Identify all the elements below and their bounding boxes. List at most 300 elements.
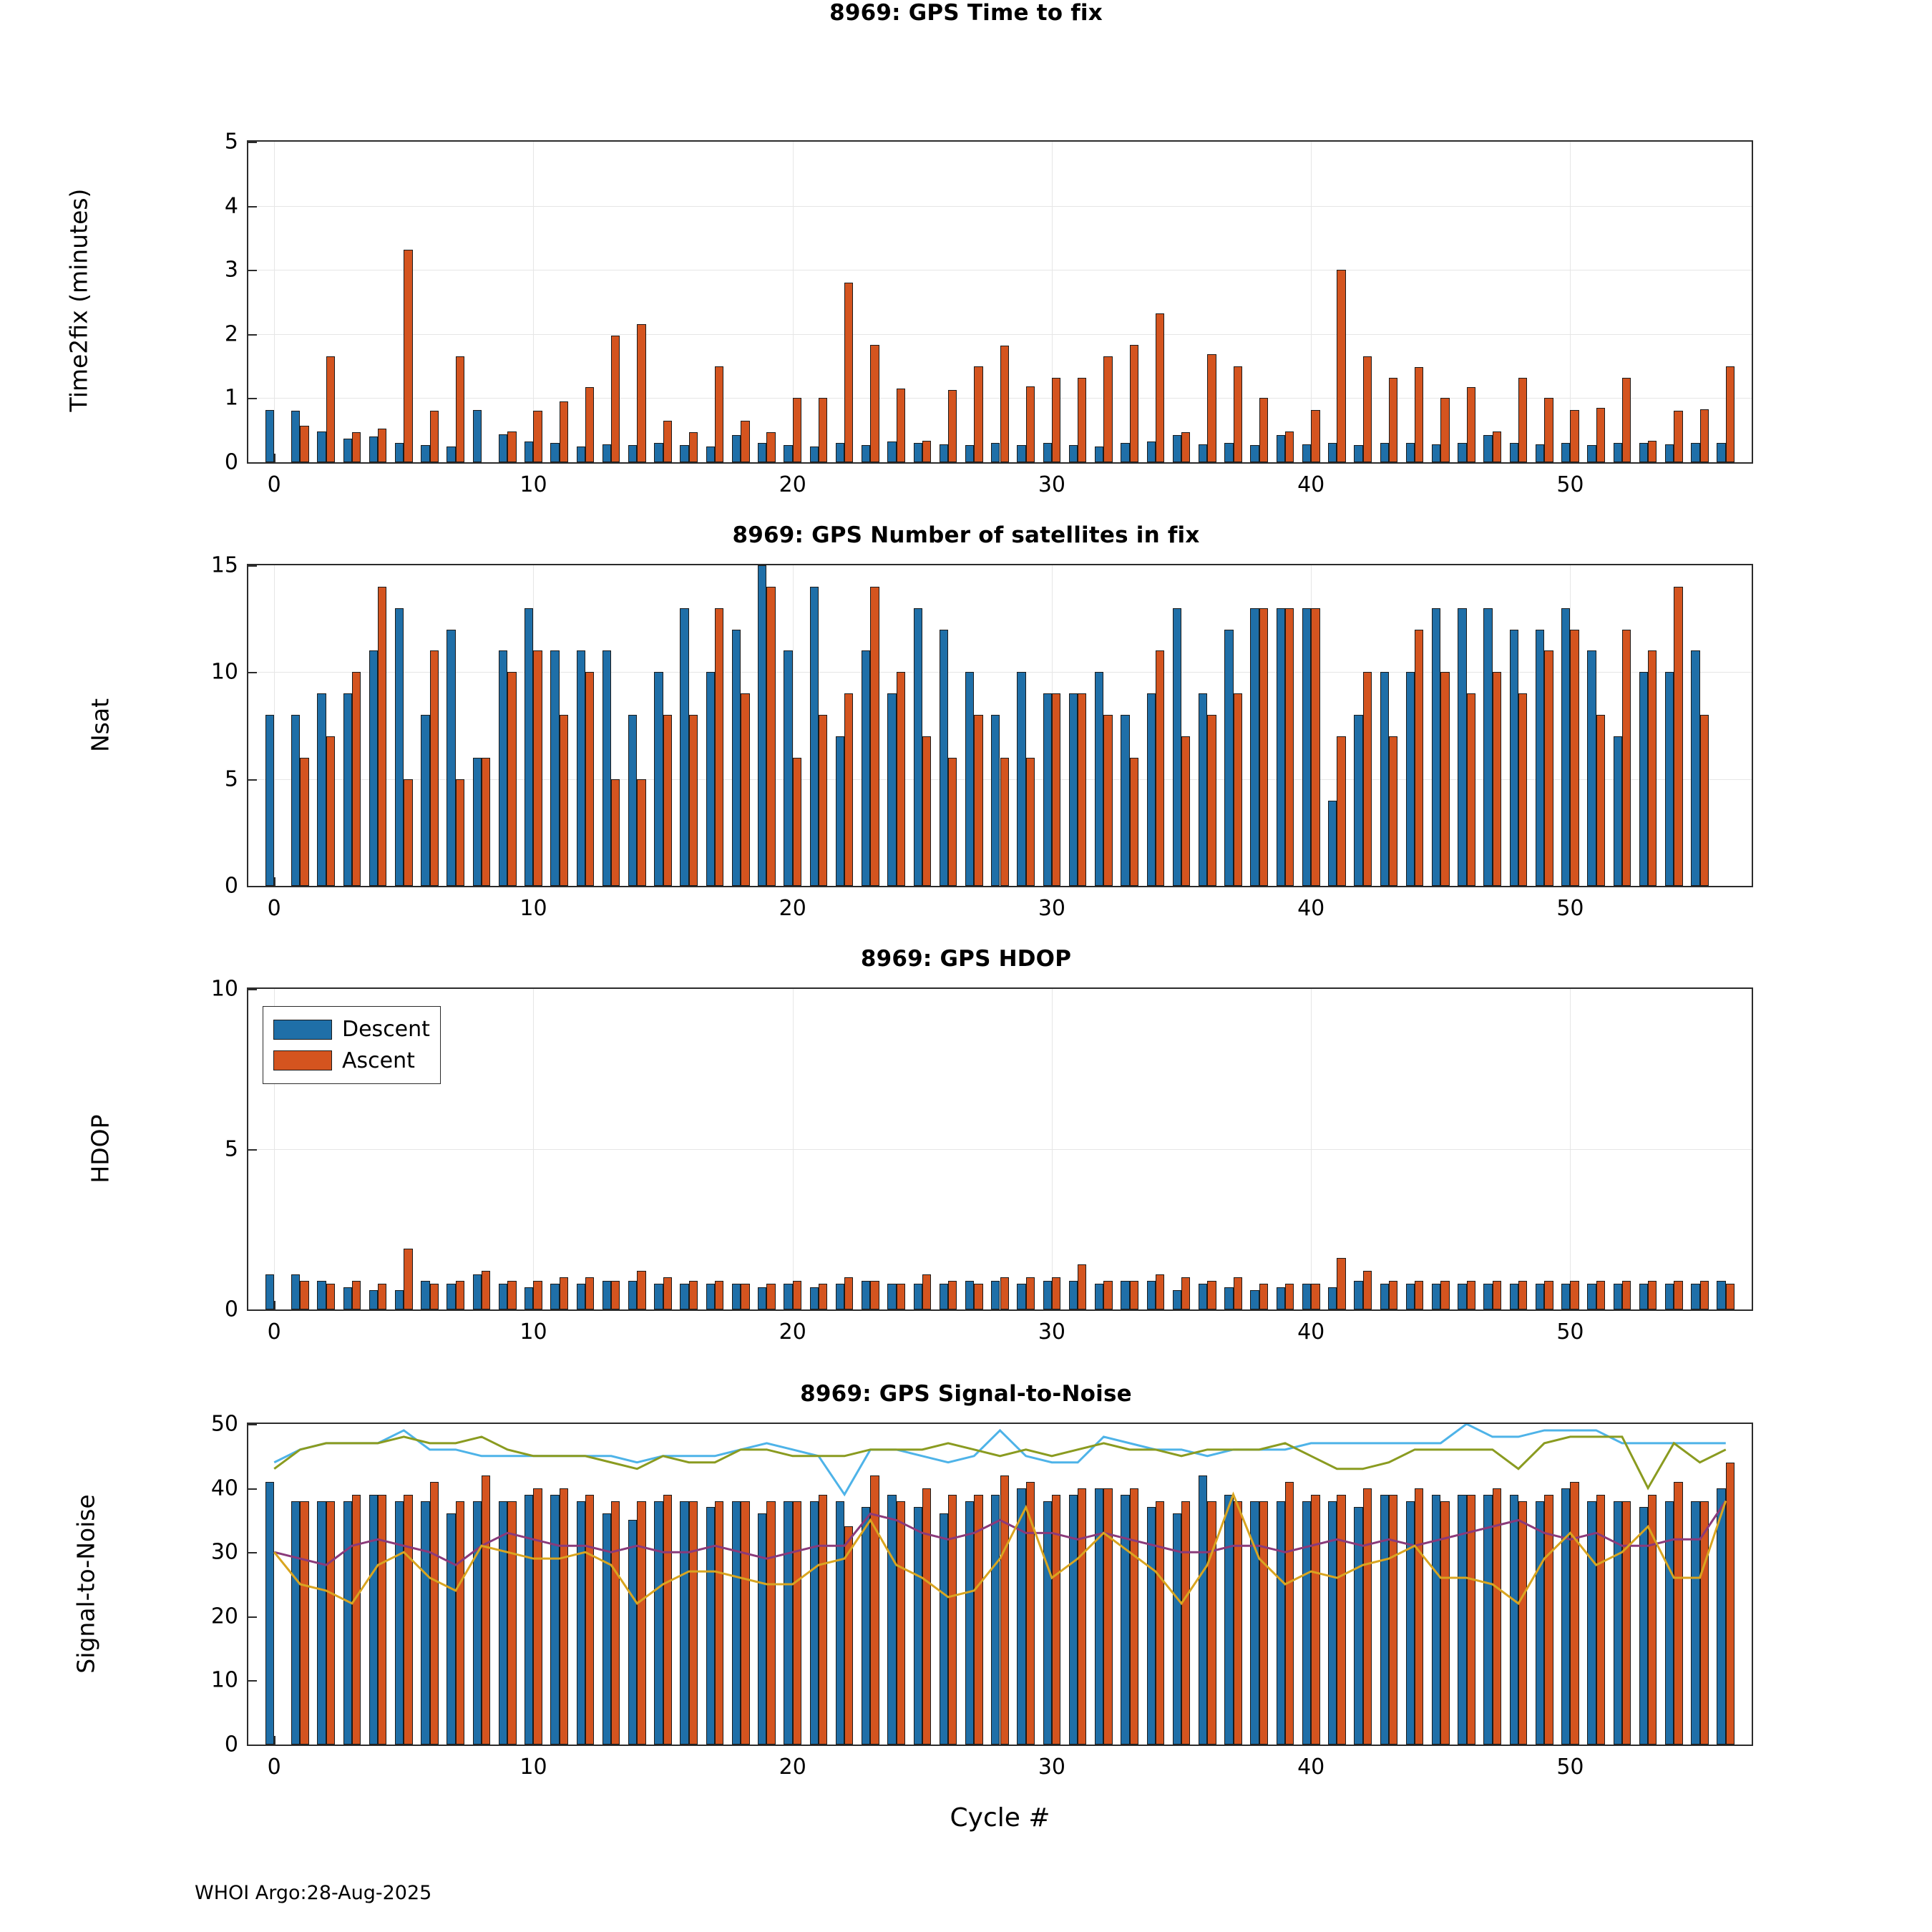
bar-ascent xyxy=(715,1281,723,1309)
bar-descent xyxy=(732,435,741,462)
bar-descent xyxy=(1069,445,1078,462)
bar-ascent xyxy=(533,650,542,886)
x-tick-label: 40 xyxy=(1297,896,1325,921)
bar-descent xyxy=(265,1274,274,1309)
bar-ascent xyxy=(1078,1264,1086,1309)
bar-descent xyxy=(1432,1284,1440,1309)
bar-ascent xyxy=(1389,1281,1397,1309)
ylabel-hdop: HDOP xyxy=(86,1114,114,1184)
bar-ascent xyxy=(1285,1284,1294,1309)
bar-ascent xyxy=(1052,1277,1060,1309)
bar-ascent xyxy=(870,587,879,886)
bar-descent xyxy=(862,650,870,886)
bar-descent xyxy=(1639,672,1648,886)
bar-descent xyxy=(1587,445,1596,462)
bar-ascent xyxy=(1207,354,1216,462)
gridline-horizontal xyxy=(248,1149,1752,1150)
bar-descent xyxy=(1561,443,1570,462)
bar-descent xyxy=(1483,435,1492,462)
bar-ascent xyxy=(1648,1281,1657,1309)
bar-descent xyxy=(914,443,922,462)
bar-ascent xyxy=(819,1284,827,1309)
bar-ascent xyxy=(585,672,594,886)
bar-descent xyxy=(940,1284,948,1309)
bar-descent xyxy=(1224,1287,1233,1309)
bar-ascent xyxy=(844,283,853,462)
bar-ascent xyxy=(585,1277,594,1309)
bar-descent xyxy=(1510,1284,1518,1309)
bar-descent xyxy=(1406,672,1415,886)
bar-descent xyxy=(291,411,300,462)
bar-ascent xyxy=(1337,270,1345,462)
y-tick-label: 3 xyxy=(224,257,238,283)
bar-descent xyxy=(940,630,948,886)
bar-ascent xyxy=(766,1284,775,1309)
bar-ascent xyxy=(1570,1281,1579,1309)
gridline-vertical xyxy=(274,142,275,462)
gridline-vertical xyxy=(1570,989,1571,1309)
axes-time-to-fix xyxy=(224,129,1753,497)
bar-descent xyxy=(447,630,455,886)
bar-ascent xyxy=(585,387,594,462)
bar-descent xyxy=(421,1281,429,1309)
bar-descent xyxy=(447,447,455,462)
bar-ascent xyxy=(1518,693,1527,886)
bar-descent xyxy=(1406,1284,1415,1309)
bar-ascent xyxy=(948,758,957,886)
bar-ascent xyxy=(1648,650,1657,886)
bar-ascent xyxy=(1234,1277,1242,1309)
bar-ascent xyxy=(1363,672,1372,886)
bar-descent xyxy=(1639,443,1648,462)
bar-descent xyxy=(550,650,559,886)
bar-ascent xyxy=(637,1271,645,1309)
bar-descent xyxy=(421,715,429,886)
bar-ascent xyxy=(663,421,672,462)
bar-descent xyxy=(499,434,507,462)
bar-descent xyxy=(1199,1284,1207,1309)
x-tick-label: 40 xyxy=(1297,1319,1325,1345)
bar-ascent xyxy=(1596,715,1605,886)
bar-descent xyxy=(965,445,974,462)
gridline-vertical xyxy=(1052,989,1053,1309)
y-tickmark xyxy=(248,565,257,567)
bar-ascent xyxy=(689,432,698,462)
bar-descent xyxy=(732,1284,741,1309)
bar-descent xyxy=(1147,693,1156,886)
bar-descent xyxy=(914,608,922,886)
bar-ascent xyxy=(1259,608,1268,886)
bar-descent xyxy=(1483,608,1492,886)
bar-descent xyxy=(1147,1281,1156,1309)
bar-descent xyxy=(1069,693,1078,886)
bar-ascent xyxy=(819,715,827,886)
bar-descent xyxy=(862,1281,870,1309)
bar-descent xyxy=(473,410,482,462)
bar-ascent xyxy=(1700,1281,1709,1309)
bar-ascent xyxy=(352,672,361,886)
bar-ascent xyxy=(533,1281,542,1309)
bar-descent xyxy=(1691,650,1699,886)
bar-ascent xyxy=(689,715,698,886)
bar-descent xyxy=(654,443,663,462)
bar-ascent xyxy=(456,356,464,462)
bar-ascent xyxy=(1207,715,1216,886)
y-tickmark xyxy=(248,1149,257,1151)
bar-descent xyxy=(1561,608,1570,886)
bar-ascent xyxy=(300,1281,308,1309)
bar-descent xyxy=(317,431,326,462)
bar-descent xyxy=(577,1284,585,1309)
x-tick-label: 30 xyxy=(1038,472,1066,497)
bar-ascent xyxy=(456,1281,464,1309)
bar-descent xyxy=(499,650,507,886)
bar-descent xyxy=(369,650,378,886)
bar-ascent xyxy=(844,1277,853,1309)
bar-ascent xyxy=(430,650,439,886)
bar-descent xyxy=(1536,444,1544,462)
bar-descent xyxy=(1354,715,1362,886)
y-tickmark xyxy=(248,398,257,399)
legend-label-descent: Descent xyxy=(342,1017,430,1042)
bar-ascent xyxy=(870,345,879,462)
bar-descent xyxy=(1432,444,1440,462)
bar-descent xyxy=(1069,1281,1078,1309)
bar-ascent xyxy=(430,1284,439,1309)
bar-ascent xyxy=(741,693,749,886)
gridline-vertical xyxy=(1311,989,1312,1309)
bar-descent xyxy=(1354,1281,1362,1309)
bar-descent xyxy=(1432,608,1440,886)
bar-descent xyxy=(291,1274,300,1309)
gridline-vertical xyxy=(793,989,794,1309)
bar-descent xyxy=(810,447,819,462)
bar-ascent xyxy=(922,736,931,886)
bar-descent xyxy=(395,1290,404,1309)
y-tickmark xyxy=(248,886,257,887)
bar-descent xyxy=(499,1284,507,1309)
bar-descent xyxy=(265,410,274,462)
bar-ascent xyxy=(482,758,490,886)
bar-descent xyxy=(991,443,1000,462)
bar-ascent xyxy=(1726,366,1735,462)
bar-descent xyxy=(1017,1284,1025,1309)
bar-ascent xyxy=(1596,408,1605,462)
snr-line-olive xyxy=(274,1437,1726,1488)
bar-descent xyxy=(680,1284,688,1309)
y-tick-label: 0 xyxy=(224,873,238,899)
bar-ascent xyxy=(1103,715,1112,886)
y-tick-label: 30 xyxy=(210,1539,238,1565)
bar-ascent xyxy=(663,715,672,886)
bar-ascent xyxy=(897,1284,905,1309)
bar-descent xyxy=(1665,672,1674,886)
bar-descent xyxy=(991,715,1000,886)
bar-descent xyxy=(1328,443,1337,462)
bar-descent xyxy=(1250,1290,1259,1309)
gridline-horizontal xyxy=(248,672,1752,673)
bar-ascent xyxy=(1622,1281,1631,1309)
bar-descent xyxy=(602,444,611,462)
bar-ascent xyxy=(1648,441,1657,462)
y-tick-label: 10 xyxy=(210,659,238,685)
bar-ascent xyxy=(1181,432,1190,462)
bar-descent xyxy=(1328,801,1337,886)
bar-ascent xyxy=(766,432,775,462)
bar-ascent xyxy=(922,1274,931,1309)
bar-descent xyxy=(706,1284,715,1309)
bar-descent xyxy=(680,608,688,886)
bar-descent xyxy=(343,1287,352,1309)
bar-ascent xyxy=(611,336,620,462)
bar-descent xyxy=(602,650,611,886)
bar-ascent xyxy=(1440,398,1449,462)
x-tick-label: 10 xyxy=(519,1755,547,1780)
bar-ascent xyxy=(1052,378,1060,462)
bar-ascent xyxy=(560,1277,568,1309)
bar-descent xyxy=(1302,444,1311,462)
bar-descent xyxy=(1224,630,1233,886)
bar-descent xyxy=(758,443,766,462)
bar-ascent xyxy=(404,1249,412,1309)
x-tick-label: 40 xyxy=(1297,472,1325,497)
bar-ascent xyxy=(1415,630,1423,886)
xlabel-cycle: Cycle # xyxy=(950,1803,1050,1833)
bar-ascent xyxy=(1544,650,1553,886)
legend-swatch-descent xyxy=(273,1020,332,1040)
bar-ascent xyxy=(1337,1258,1345,1309)
bar-ascent xyxy=(1259,1284,1268,1309)
bar-ascent xyxy=(741,421,749,462)
bar-descent xyxy=(628,445,637,462)
bar-ascent xyxy=(1389,378,1397,462)
bar-descent xyxy=(1691,443,1699,462)
bar-ascent xyxy=(560,401,568,462)
bar-ascent xyxy=(533,411,542,462)
bar-ascent xyxy=(507,672,516,886)
bar-ascent xyxy=(663,1277,672,1309)
bar-ascent xyxy=(378,1284,386,1309)
bar-descent xyxy=(265,715,274,886)
bar-ascent xyxy=(844,693,853,886)
bar-descent xyxy=(1199,693,1207,886)
bar-ascent xyxy=(1622,378,1631,462)
x-tick-label: 20 xyxy=(779,1319,806,1345)
bar-ascent xyxy=(1440,672,1449,886)
bar-descent xyxy=(525,1287,533,1309)
bar-descent xyxy=(317,693,326,886)
bar-descent xyxy=(836,1284,844,1309)
y-tickmark xyxy=(248,334,257,336)
bar-descent xyxy=(1121,715,1129,886)
bar-descent xyxy=(1095,447,1103,462)
bar-descent xyxy=(1380,443,1389,462)
bar-ascent xyxy=(1467,693,1475,886)
y-tick-label: 20 xyxy=(210,1604,238,1629)
bar-ascent xyxy=(1622,630,1631,886)
bar-ascent xyxy=(948,390,957,462)
bar-ascent xyxy=(1570,630,1579,886)
bar-ascent xyxy=(715,366,723,462)
x-tick-label: 20 xyxy=(779,896,806,921)
bar-ascent xyxy=(1700,409,1709,462)
bar-descent xyxy=(628,1281,637,1309)
bar-ascent xyxy=(1285,608,1294,886)
bar-ascent xyxy=(1052,693,1060,886)
bar-ascent xyxy=(1130,345,1138,462)
bar-descent xyxy=(940,444,948,462)
bar-ascent xyxy=(1596,1281,1605,1309)
bar-descent xyxy=(1380,1284,1389,1309)
bar-ascent xyxy=(1726,1284,1735,1309)
bar-ascent xyxy=(507,431,516,462)
bar-ascent xyxy=(404,779,412,886)
bar-descent xyxy=(1614,1284,1622,1309)
bar-descent xyxy=(1458,608,1466,886)
bar-ascent xyxy=(404,250,412,462)
bar-descent xyxy=(1354,445,1362,462)
x-tick-label: 10 xyxy=(519,1319,547,1345)
bar-descent xyxy=(1173,1290,1181,1309)
legend-item-ascent xyxy=(273,1045,430,1077)
gridline-horizontal xyxy=(248,206,1752,207)
bar-descent xyxy=(1458,443,1466,462)
bar-descent xyxy=(369,1290,378,1309)
bar-ascent xyxy=(1518,378,1527,462)
bar-descent xyxy=(1095,1284,1103,1309)
ylabel-snr: Signal-to-Noise xyxy=(72,1494,100,1674)
bar-ascent xyxy=(766,587,775,886)
bar-descent xyxy=(1639,1284,1648,1309)
axes-snr xyxy=(210,1411,1753,1780)
y-tick-label: 15 xyxy=(210,552,238,578)
bar-descent xyxy=(421,445,429,462)
bar-ascent xyxy=(793,1281,801,1309)
bar-descent xyxy=(395,608,404,886)
bar-ascent xyxy=(1259,398,1268,462)
bar-descent xyxy=(1250,608,1259,886)
bar-descent xyxy=(1121,443,1129,462)
bar-descent xyxy=(965,672,974,886)
y-tickmark xyxy=(248,1745,257,1746)
panel-title-hdop: 8969: GPS HDOP xyxy=(860,946,1072,972)
bar-ascent xyxy=(1311,410,1319,462)
bar-ascent xyxy=(1130,1281,1138,1309)
x-tick-label: 30 xyxy=(1038,1755,1066,1780)
bar-ascent xyxy=(352,432,361,462)
bar-descent xyxy=(317,1281,326,1309)
bar-descent xyxy=(473,758,482,886)
bar-descent xyxy=(1510,443,1518,462)
bar-ascent xyxy=(1026,386,1035,462)
bar-ascent xyxy=(1518,1281,1527,1309)
bar-ascent xyxy=(741,1284,749,1309)
bar-ascent xyxy=(1207,1281,1216,1309)
bar-ascent xyxy=(870,1281,879,1309)
axes-hdop xyxy=(210,976,1753,1345)
bar-ascent xyxy=(1181,1277,1190,1309)
x-tickmark xyxy=(274,454,275,462)
bar-ascent xyxy=(715,608,723,886)
x-tickmark xyxy=(274,1301,275,1309)
x-tickmark xyxy=(274,877,275,886)
bar-descent xyxy=(1250,445,1259,462)
bar-descent xyxy=(965,1281,974,1309)
axes-nsat xyxy=(210,552,1753,921)
y-tick-label: 10 xyxy=(210,976,238,1002)
bar-descent xyxy=(706,672,715,886)
bar-descent xyxy=(1510,630,1518,886)
bar-ascent xyxy=(1181,736,1190,886)
bar-ascent xyxy=(1363,1271,1372,1309)
bar-descent xyxy=(758,565,766,886)
bar-descent xyxy=(1717,1281,1725,1309)
bar-descent xyxy=(1017,445,1025,462)
y-tick-label: 2 xyxy=(224,321,238,347)
bar-descent xyxy=(680,445,688,462)
bar-descent xyxy=(758,1287,766,1309)
bar-descent xyxy=(550,443,559,462)
ylabel-time-to-fix: Time2fix (minutes) xyxy=(64,188,93,412)
panel-title-nsat: 8969: GPS Number of satellites in fix xyxy=(732,522,1200,548)
bar-ascent xyxy=(482,1271,490,1309)
x-tick-label: 20 xyxy=(779,1755,806,1780)
bar-descent xyxy=(862,445,870,462)
bar-descent xyxy=(991,1281,1000,1309)
bar-descent xyxy=(1199,444,1207,462)
bar-descent xyxy=(1587,650,1596,886)
bar-descent xyxy=(1691,1284,1699,1309)
bar-descent xyxy=(914,1284,922,1309)
bar-ascent xyxy=(1570,410,1579,462)
x-tick-label: 50 xyxy=(1556,896,1584,921)
bar-ascent xyxy=(1467,1281,1475,1309)
legend-swatch-ascent xyxy=(273,1050,332,1070)
bar-ascent xyxy=(1544,398,1553,462)
bar-ascent xyxy=(974,1284,982,1309)
snr-line-overlay xyxy=(248,1424,1752,1745)
y-tickmark xyxy=(248,270,257,271)
bar-ascent xyxy=(1493,431,1501,462)
bar-descent xyxy=(810,587,819,886)
y-tick-label: 0 xyxy=(224,449,238,475)
bar-descent xyxy=(654,672,663,886)
bar-descent xyxy=(1614,736,1622,886)
legend-label-ascent: Ascent xyxy=(342,1048,415,1073)
bar-descent xyxy=(784,1284,792,1309)
bar-ascent xyxy=(1311,608,1319,886)
bar-descent xyxy=(577,447,585,462)
bar-ascent xyxy=(1674,587,1682,886)
bar-descent xyxy=(369,436,378,462)
bar-ascent xyxy=(1674,1281,1682,1309)
bar-descent xyxy=(1406,443,1415,462)
bar-ascent xyxy=(1415,367,1423,462)
bar-descent xyxy=(887,693,896,886)
bar-ascent xyxy=(819,398,827,462)
bar-descent xyxy=(577,650,585,886)
x-tick-label: 30 xyxy=(1038,1319,1066,1345)
x-tick-label: 10 xyxy=(519,896,547,921)
bar-descent xyxy=(1665,444,1674,462)
bar-ascent xyxy=(1700,715,1709,886)
bar-descent xyxy=(525,608,533,886)
bar-ascent xyxy=(1674,411,1682,462)
bar-ascent xyxy=(1026,1277,1035,1309)
bar-ascent xyxy=(326,356,335,462)
bar-descent xyxy=(343,693,352,886)
panel-title-time-to-fix: 8969: GPS Time to fix xyxy=(829,0,1103,26)
